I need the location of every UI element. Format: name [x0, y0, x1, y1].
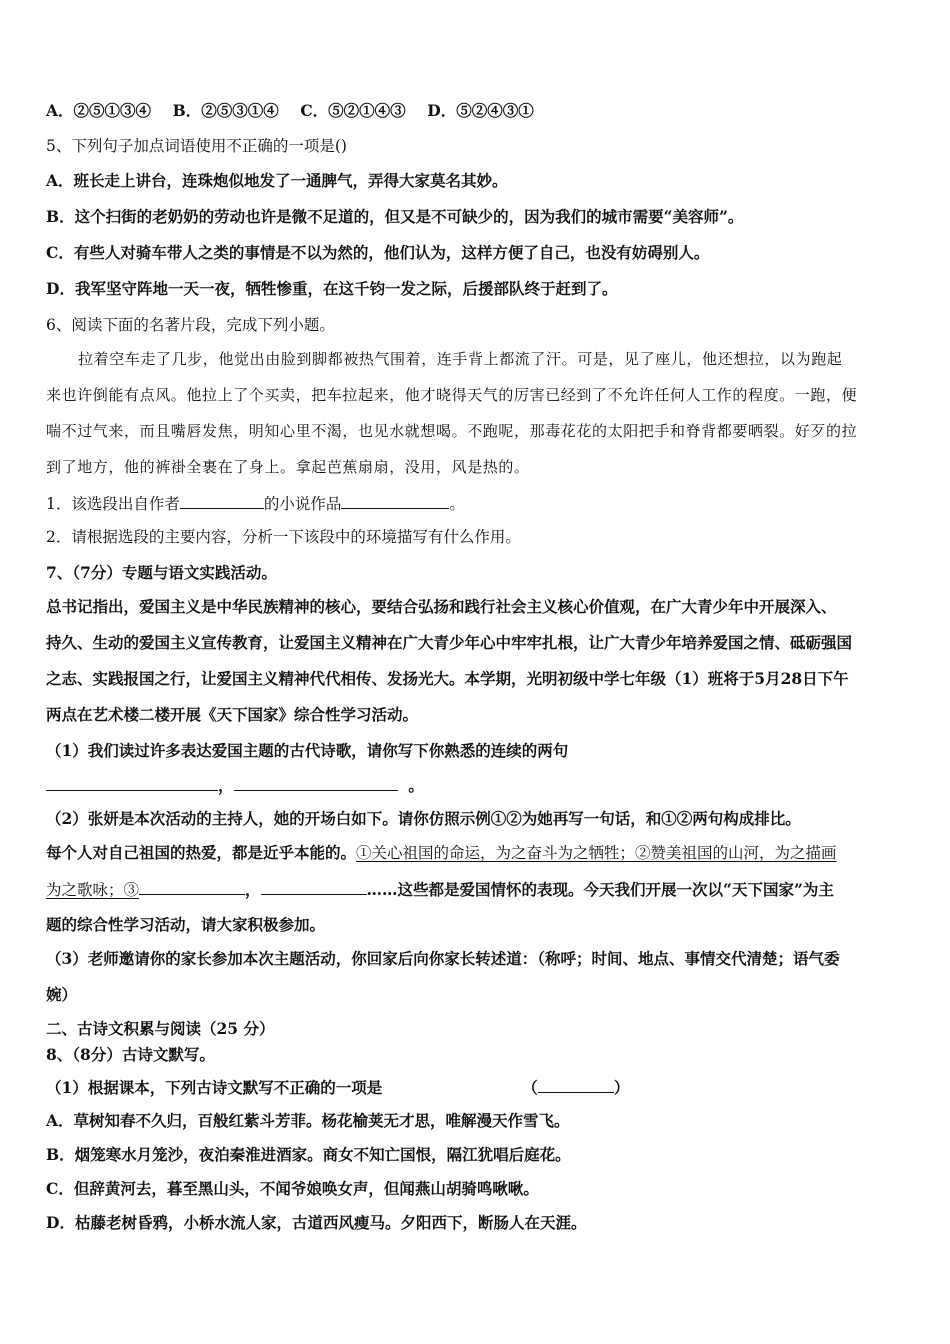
- q4-option-c: C．⑤②①④③: [300, 101, 406, 120]
- q7-part2-line: [46, 842, 908, 864]
- q5-option-c: C．有些人对骑车带人之类的事情是不以为然的，他们认为，这样方便了自己，也没有妨碍别人。: [46, 243, 710, 262]
- q7-part3: 婉）: [46, 985, 78, 1004]
- comma: ，: [245, 880, 261, 899]
- q6-sub2: 2．请根据选段的主要内容，分析一下该段中的环境描写有什么作用。: [46, 528, 521, 546]
- q4-option-b: B．②⑤③①④: [172, 101, 279, 120]
- q6-sub1-text: 1．该选段出自作者: [46, 495, 180, 513]
- q6-sub1: [46, 492, 908, 515]
- q6-sub1-text: 的小说作品: [263, 495, 342, 513]
- q7-part3: （3）老师邀请你的家长参加本次主题活动，你回家后向你家长转述道：（称呼；时间、地点、事情交代清楚；语气委: [46, 949, 840, 968]
- q7-intro-line: 之志、实践报国之行，让爱国主义精神代代相传、发扬光大。本学期，光明初级中学七年级（1）班将于5月28日下午: [46, 669, 849, 688]
- opening-text: 每个人对自己祖国的热爱，都是近乎本能的。: [46, 843, 357, 862]
- poem-line-blank[interactable]: [46, 774, 218, 791]
- q8-option-a: A．草树知春不久归，百般红紫斗芳菲。杨花榆荚无才思，唯解漫天作雪飞。: [46, 1111, 570, 1130]
- q5-option-d: D．我军坚守阵地一天一夜，牺牲惨重，在这千钧一发之际，后援部队终于赶到了。: [46, 279, 618, 298]
- q7-part1: （1）我们读过许多表达爱国主题的古代诗歌，请你写下你熟悉的连续的两句: [46, 741, 569, 760]
- q8-part1-text: （1）根据课本，下列古诗文默写不正确的一项是: [46, 1078, 383, 1097]
- q6-sub1-text: 。: [449, 495, 465, 513]
- q4-option-d: D．⑤②④③①: [427, 101, 534, 120]
- q6-passage-line: 来也许倒能有点风。他拉上了个买卖，把车拉起来，他才晓得天气的厉害已经到了不允许任何人工作的程度。一跑，便: [46, 386, 858, 404]
- q7-intro-line: 总书记指出，爱国主义是中华民族精神的核心，要结合弘扬和践行社会主义核心价值观，在广大青少年中开展深入、: [46, 597, 837, 616]
- q7-intro-line: 两点在艺术楼二楼开展《天下国家》综合性学习活动。: [46, 705, 419, 724]
- q6-passage-line: 到了地方，他的裤褂全裹在了身上。拿起芭蕉扇扇，没用，风是热的。: [46, 458, 530, 476]
- q5-option-a: A．班长走上讲台，连珠炮似地发了一通脾气，弄得大家莫名其妙。: [46, 171, 508, 190]
- poem-line-blank[interactable]: [234, 774, 398, 791]
- paren-close: ）: [613, 1078, 630, 1097]
- q8-part1: [46, 1076, 908, 1099]
- q6-passage-line: 喘不过气来，而且嘴唇发焦，明知心里不渴，也见水就想喝。不跑呢，那毒花花的太阳把手和脊背都要晒裂。好歹的拉: [46, 422, 858, 440]
- example-underlined: ①关心祖国的命运，为之奋斗为之牺牲；②赞美祖国的山河，为之描画: [356, 844, 837, 862]
- q8-option-b: B．烟笼寒水月笼沙，夜泊秦淮进酒家。商女不知亡国恨，隔江犹唱后庭花。: [46, 1145, 571, 1164]
- parallel-blank[interactable]: [139, 878, 245, 895]
- paren-open: （: [522, 1078, 538, 1097]
- q7-intro-line: 持久、生动的爱国主义宣传教育，让爱国主义精神在广大青少年心中牢牢扎根，让广大青少年培养爱国之情、砥砺强国: [46, 633, 853, 652]
- author-blank[interactable]: [180, 492, 264, 509]
- closing-text: ……这些都是爱国情怀的表现。今天我们开展一次以“天下国家”为主: [366, 880, 834, 899]
- q7-stem: 7、（7分）专题与语文实践活动。: [46, 563, 277, 582]
- work-blank[interactable]: [341, 492, 449, 509]
- comma: ，: [218, 776, 234, 795]
- q4-option-a: A．②⑤①③④: [46, 101, 152, 120]
- q8-option-c: C．但辞黄河去，暮至黑山头，不闻爷娘唤女声，但闻燕山胡骑鸣啾啾。: [46, 1179, 539, 1198]
- q8-option-d: D．枯藤老树昏鸦，小桥水流人家，古道西风瘦马。夕阳西下，断肠人在天涯。: [46, 1213, 587, 1232]
- q7-part2-line: 题的综合性学习活动，请大家积极参加。: [46, 915, 326, 934]
- q5-option-b: B．这个扫街的老奶奶的劳动也许是微不足道的，但又是不可缺少的，因为我们的城市需要“美容师”。: [46, 207, 744, 226]
- q7-part2-line: [46, 878, 908, 901]
- q8-stem: 8、（8分）古诗文默写。: [46, 1045, 215, 1064]
- q7-part2: （2）张妍是本次活动的主持人，她的开场白如下。请你仿照示例①②为她再写一句话，和①②两句构成排比。: [46, 809, 801, 828]
- period: 。: [408, 776, 424, 795]
- q6-passage-line: 拉着空车走了几步，他觉出由脸到脚都被热气围着，连手背上都流了汗。可是，见了座儿，他还想拉，以为跑起: [78, 350, 843, 368]
- q6-stem: 6、阅读下面的名著片段，完成下列小题。: [46, 316, 335, 334]
- q5-stem: 5、下列句子加点词语使用不正确的一项是(): [46, 137, 347, 155]
- q4-options: [46, 100, 908, 122]
- section-title: 二、古诗文积累与阅读（25 分）: [46, 1019, 275, 1038]
- q7-part1-answer: [46, 774, 908, 797]
- example-underlined: 为之歌咏；③: [46, 881, 140, 899]
- parallel-blank[interactable]: [261, 878, 367, 895]
- answer-blank[interactable]: [538, 1076, 614, 1093]
